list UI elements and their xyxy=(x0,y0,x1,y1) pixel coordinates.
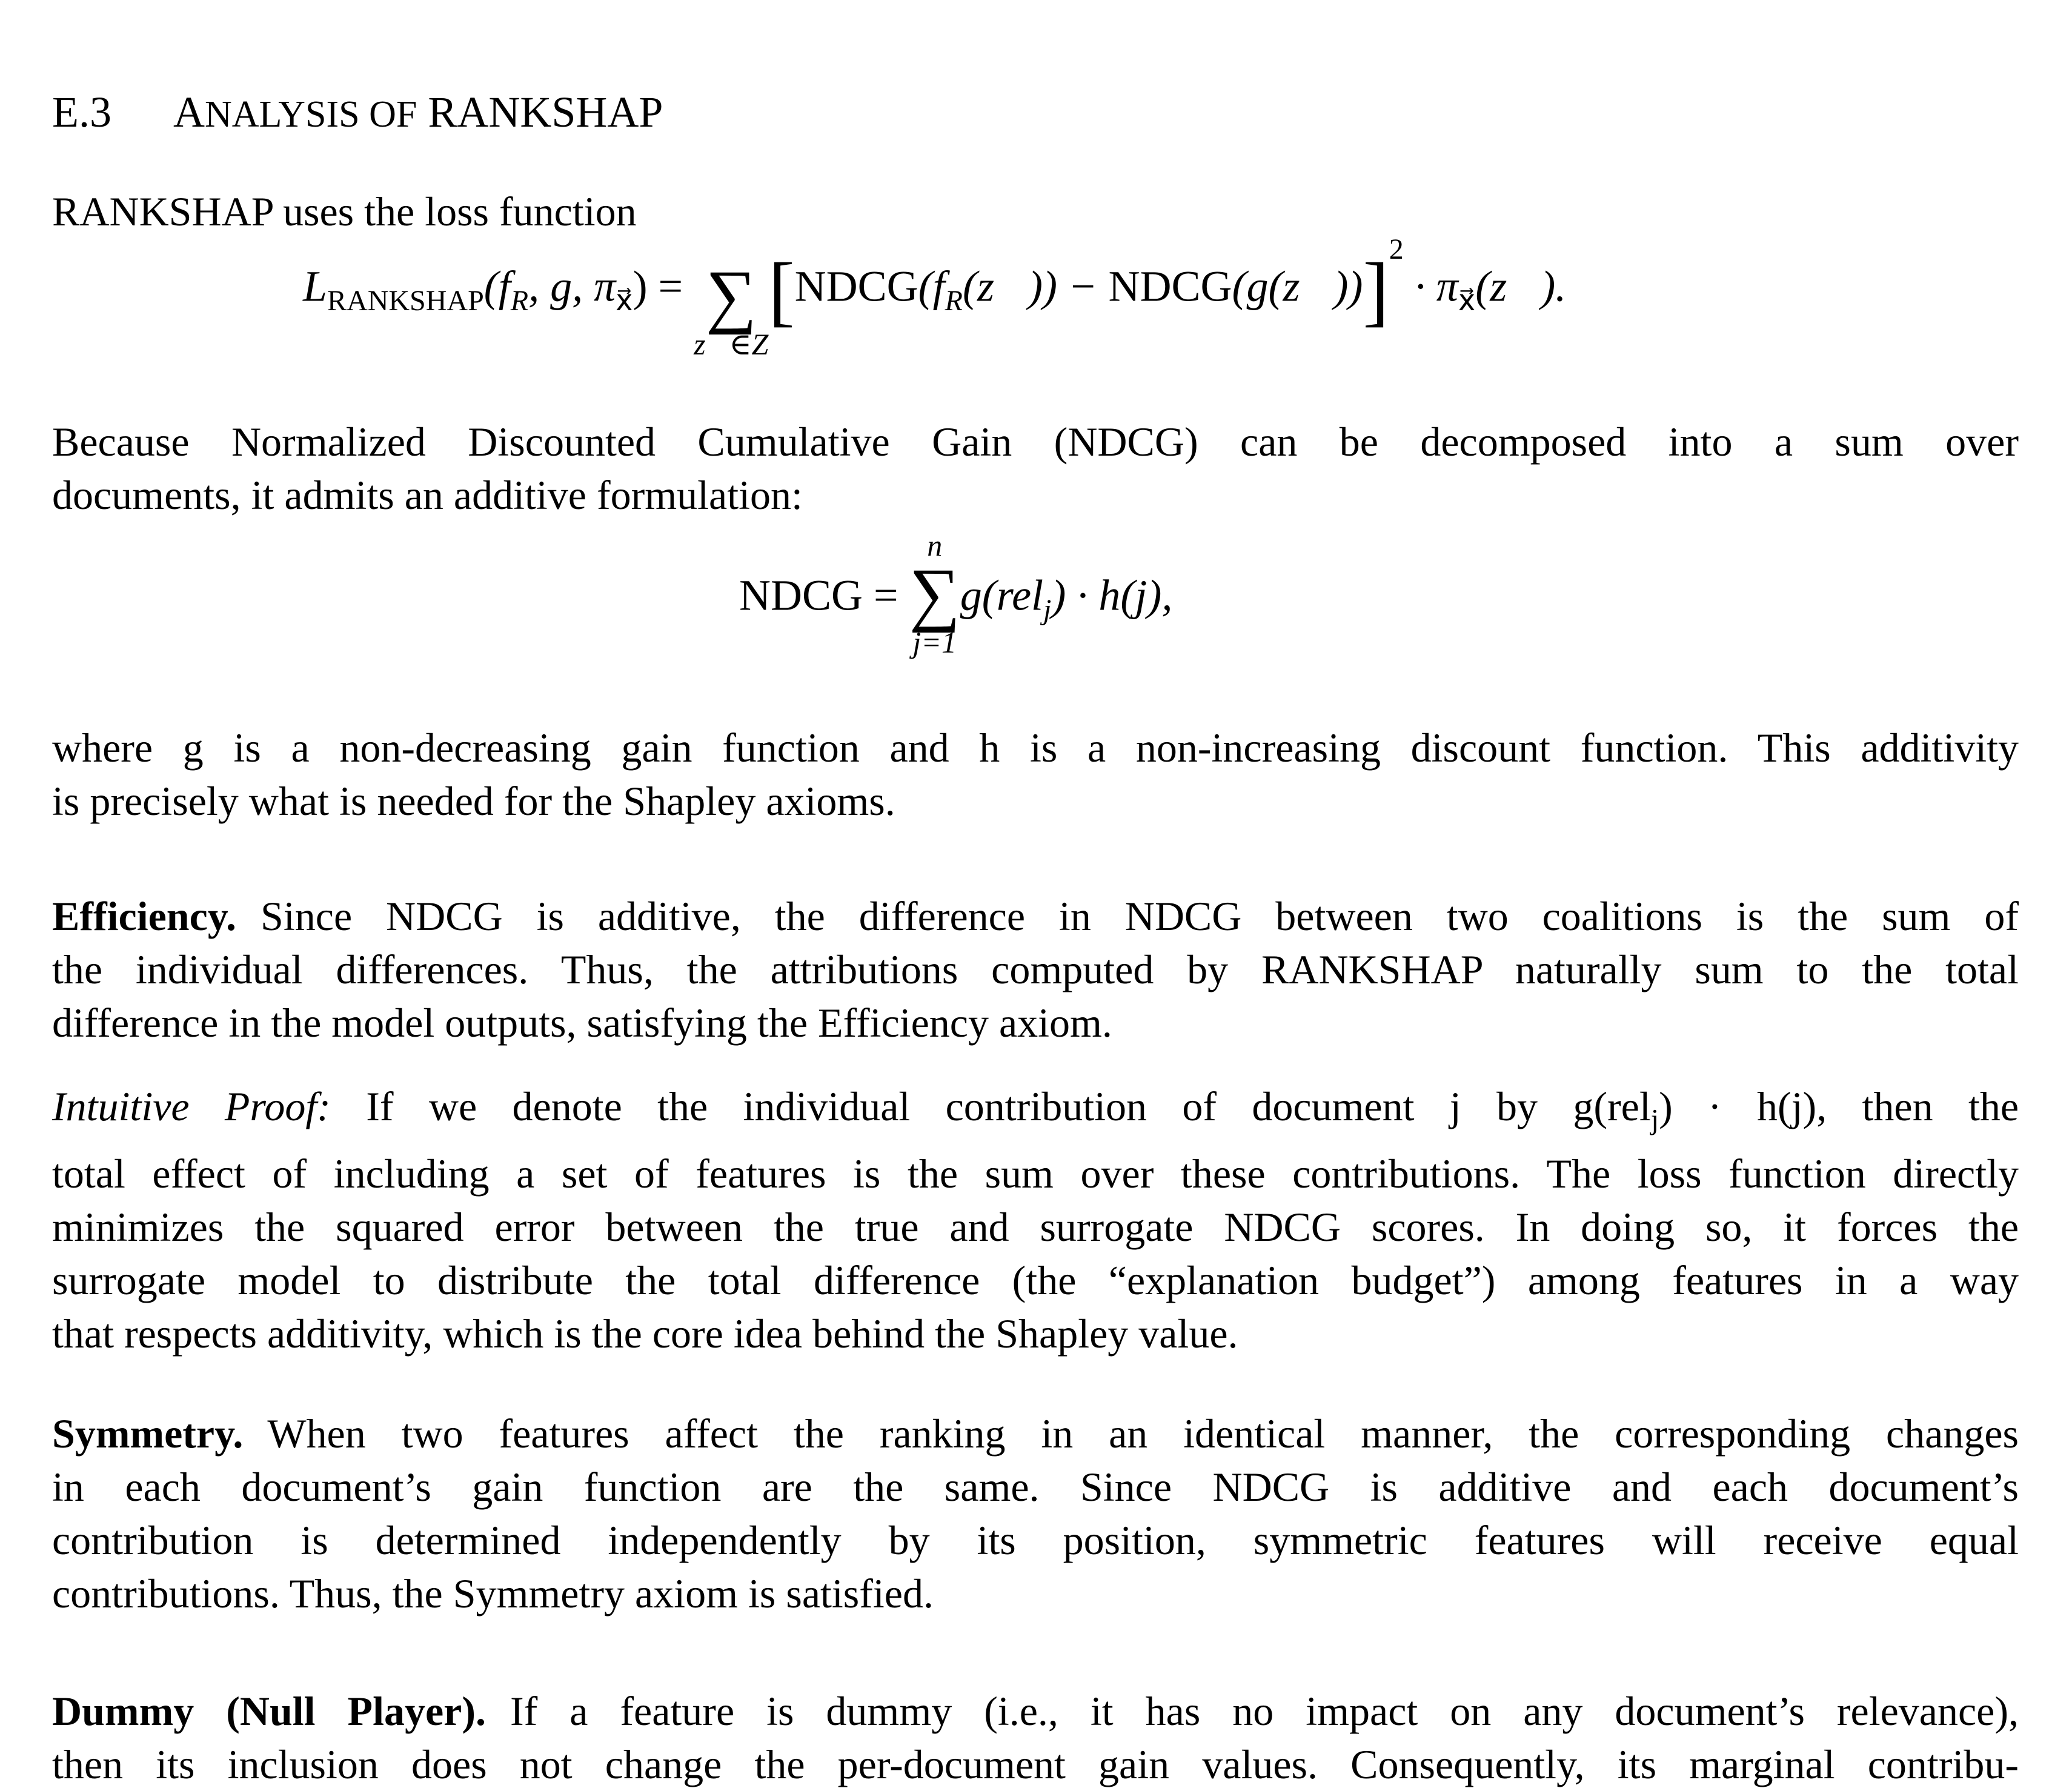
proof-lead: Intuitive Proof: xyxy=(52,1083,331,1129)
proof-line-1-sub: j xyxy=(1650,1103,1659,1136)
dummy-line-1: If a feature is dummy (i.e., it has no impact on any document’s relevance), xyxy=(510,1688,2019,1734)
eq1-tail: · π xyxy=(1414,262,1458,311)
eq1-body-g: (g(z⃗)) xyxy=(1232,262,1363,311)
eq2-body-tail: ) · h(j), xyxy=(1051,571,1173,620)
eq1-sum-symbol: ∑ xyxy=(705,256,757,335)
eq1-body-f-tail: (z⃗)) − xyxy=(962,262,1109,311)
eq1-lhs: L xyxy=(303,262,328,311)
dummy-line-2: then its inclusion does not change the per-document gain values. Consequently, its marginal contribu- xyxy=(52,1741,2019,1787)
eq2-sum-sup: n xyxy=(927,528,943,562)
eq2-lhs: NDCG = xyxy=(739,571,898,620)
efficiency-line-3: difference in the model outputs, satisfying the Efficiency axiom. xyxy=(52,1000,1112,1046)
symmetry-lead: Symmetry. xyxy=(52,1411,244,1457)
eq1-args-tail: , g, π xyxy=(528,262,616,311)
additivity-paragraph xyxy=(52,721,2019,828)
section-title-smallcaps: NALYSIS OF xyxy=(205,94,417,135)
ndcg-line-2: documents, it admits an additive formulation: xyxy=(52,472,803,518)
symmetry-line-2: in each document’s gain function are the same. Since NDCG is additive and each document’s xyxy=(52,1464,2019,1510)
eq1-args: (f xyxy=(483,262,511,311)
ndcg-line-1: Because Normalized Discounted Cumulative Gain (NDCG) can be decomposed into a sum over xyxy=(52,419,2019,465)
eq1-pi-sub: x⃗ xyxy=(616,284,633,317)
efficiency-lead: Efficiency. xyxy=(52,893,237,939)
eq1-right-bracket: ] xyxy=(1363,247,1389,334)
symmetry-line-1: When two features affect the ranking in an identical manner, the corresponding changes xyxy=(267,1411,2019,1457)
equation-loss xyxy=(303,233,1567,361)
equation-ndcg xyxy=(739,528,1173,666)
eq1-args-sub: R xyxy=(510,284,529,317)
eq2-sum xyxy=(909,527,960,660)
additivity-line-1: where g is a non-decreasing gain function and h is a non-increasing discount function. This additivity xyxy=(52,725,2019,771)
eq1-sum xyxy=(694,256,769,362)
eq1-sum-sub: z⃗∈Z xyxy=(694,327,769,361)
proof-line-2: total effect of including a set of features is the sum over these contributions. The loss function directly xyxy=(52,1150,2019,1197)
eq1-body-f: (f xyxy=(918,262,945,311)
dummy-paragraph xyxy=(52,1684,2019,1791)
proof-line-5: that respects additivity, which is the core idea behind the Shapley value. xyxy=(52,1310,1238,1357)
intro-text: RANKSHAP uses the loss function xyxy=(52,188,637,234)
proof-line-3: minimizes the squared error between the true and surrogate NDCG scores. In doing so, it forces the xyxy=(52,1203,2019,1250)
section-heading xyxy=(52,73,2019,154)
proof-line-1: If we denote the individual contribution of document j by g(rel xyxy=(366,1083,1651,1129)
eq1-tail-end: (z⃗). xyxy=(1475,262,1567,311)
ndcg-paragraph xyxy=(52,415,2019,522)
eq1-ndcg2: NDCG xyxy=(1108,262,1232,311)
proof-line-1-tail: ) · h(j), then the xyxy=(1659,1083,2019,1129)
section-title-initial: A xyxy=(173,88,205,136)
eq1-ndcg1: NDCG xyxy=(794,262,918,311)
proof-paragraph xyxy=(52,1080,2019,1360)
efficiency-line-1: Since NDCG is additive, the difference in NDCG between two coalitions is the sum of xyxy=(261,893,2019,939)
section-number: E.3 xyxy=(52,88,111,136)
symmetry-line-3: contribution is determined independently by its position, symmetric features will receive equal xyxy=(52,1517,2019,1563)
efficiency-line-2: the individual differences. Thus, the attributions computed by RANKSHAP naturally sum to the total xyxy=(52,946,2019,992)
eq2-body-sub: j xyxy=(1043,593,1052,626)
eq1-close: ) = xyxy=(633,262,683,311)
eq2-sum-symbol: ∑ xyxy=(909,554,960,633)
additivity-line-2: is precisely what is needed for the Shapley axioms. xyxy=(52,778,895,824)
symmetry-paragraph xyxy=(52,1407,2019,1620)
intro-paragraph xyxy=(52,185,2019,238)
efficiency-paragraph xyxy=(52,889,2019,1049)
proof-line-4: surrogate model to distribute the total difference (the “explanation budget”) among features in a way xyxy=(52,1257,2019,1303)
symmetry-line-4: contributions. Thus, the Symmetry axiom is satisfied. xyxy=(52,1570,934,1617)
eq2-sum-sub: j=1 xyxy=(912,625,957,659)
eq1-body-f-sub: R xyxy=(945,284,963,317)
eq1-left-bracket: [ xyxy=(768,247,795,334)
eq1-lhs-sub: RANKSHAP xyxy=(327,284,484,317)
dummy-lead: Dummy (Null Player). xyxy=(52,1688,486,1734)
section-title-name: RANKSHAP xyxy=(428,88,663,136)
eq2-body: g(rel xyxy=(960,571,1044,620)
eq1-power: 2 xyxy=(1389,233,1404,265)
eq1-tail-sub: x⃗ xyxy=(1458,284,1476,317)
